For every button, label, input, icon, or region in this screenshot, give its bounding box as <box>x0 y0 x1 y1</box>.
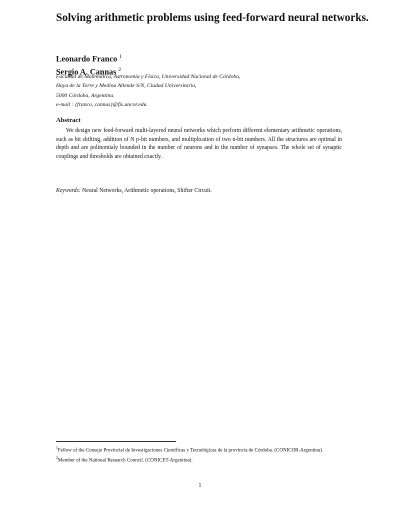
abstract-heading: Abstract <box>56 117 81 124</box>
abstract-text: We design new feed-forward multi-layered neural networks which perform different elementary arithmetic operations, such as bit shifting, addition of N p-bit numbers, and multiplication of two n-bit numbers. All the structures are optimal in depth and are polinomialy bounded in the number of neurons and in the number of synapses. The whole set of synaptic couplings and thresholds are obtained exactly. <box>56 128 342 160</box>
author-footnote-mark: 2 <box>118 66 122 73</box>
affiliation-line: Haya de la Torre y Medina Allende S/N, Ciudad Universitaria, <box>56 83 197 90</box>
footnote-mark: 1 <box>56 446 58 450</box>
affiliation-block <box>56 73 240 111</box>
email-line: e-mail : {franco, cannas}@fis.uncor.edu <box>56 102 147 109</box>
affiliation-line: Facultad de Matemática, Astronomía y Física, Universidad Nacional de Córdoba, <box>56 74 241 80</box>
author-name: Leonardo Franco <box>56 54 118 64</box>
keywords <box>56 187 342 195</box>
footnote <box>56 445 356 455</box>
author-footnote-mark: 1 <box>119 54 122 60</box>
footnote-text: Member of the National Research Council. (CONICET-Argentina). <box>57 458 193 464</box>
author-name: Sergio A. Cannas <box>56 67 117 77</box>
footnote-divider <box>56 441 176 442</box>
footnotes <box>56 445 356 466</box>
keywords-label: Keywords: <box>56 188 81 194</box>
affiliation-line: 5000 Córdoba, Argentina. <box>56 92 115 99</box>
footnote-mark: 2 <box>56 456 58 461</box>
footnote <box>56 455 356 465</box>
keywords-text: Neural Networks, Arithmetic operations, Shifter Circuit. <box>80 188 212 194</box>
page-number: 1 <box>198 483 202 489</box>
footnote-text: Fellow of the Consejo Provincial de Investigaciones Científicas y Tecnológicas de la provincia de Córdoba. (CONICOR-Argentina). <box>57 448 324 454</box>
author-entry <box>56 52 122 65</box>
paper-title: Solving arithmetic problems using feed-forward neural networks. <box>56 12 369 24</box>
